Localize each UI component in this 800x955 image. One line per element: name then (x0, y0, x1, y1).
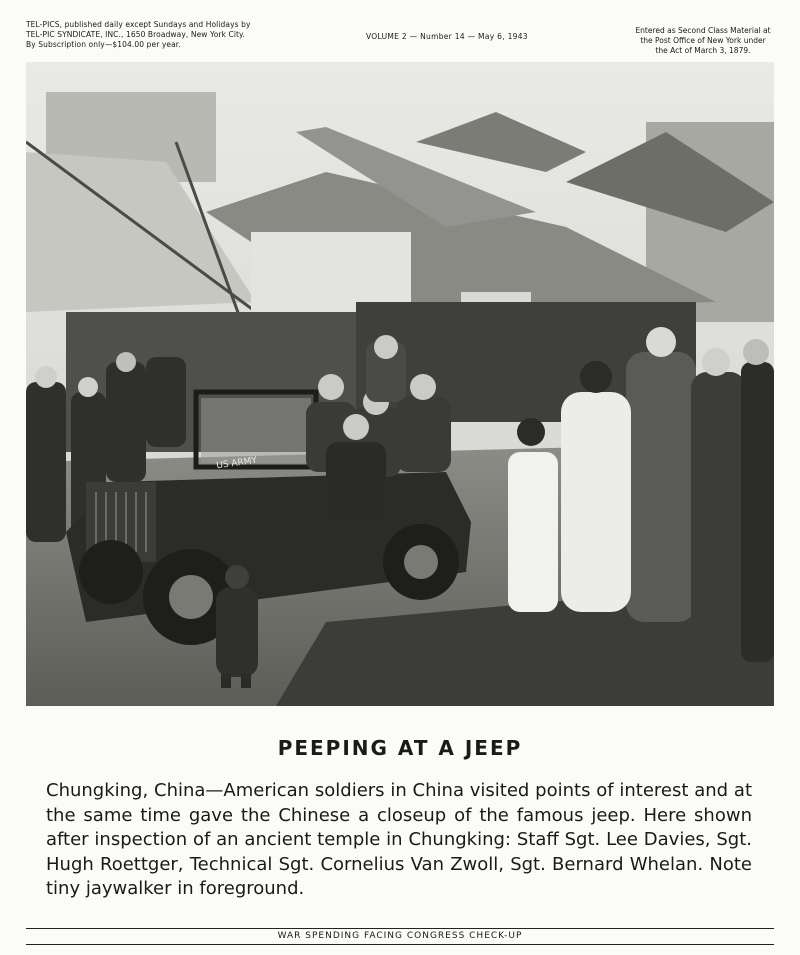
headline: PEEPING AT A JEEP (277, 736, 523, 760)
postal-info (628, 26, 778, 56)
footer-rule-bottom (26, 944, 774, 945)
postal-line: the Act of March 3, 1879. (655, 46, 751, 55)
photo-illustration (26, 62, 774, 706)
jeep-marking: US ARMY (215, 455, 258, 472)
publisher-line: By Subscription only—$104.00 per year. (26, 40, 181, 49)
postal-line: the Post Office of New York under (640, 36, 766, 45)
publisher-line: TEL-PIC SYNDICATE, INC., 1650 Broadway, New York City. (26, 30, 246, 39)
hanging-cloth (251, 232, 411, 312)
publisher-line: TEL-PICS, published daily except Sundays and Holidays by (26, 20, 251, 29)
news-photo (26, 62, 774, 706)
footer-rule-top (26, 928, 774, 929)
masthead (26, 18, 778, 58)
footer-headline: WAR SPENDING FACING CONGRESS CHECK-UP (277, 931, 523, 941)
postal-line: Entered as Second Class Material at (635, 26, 771, 35)
publisher-info (26, 20, 276, 50)
caption-text: Chungking, China—American soldiers in China visited points of interest and at the same time gave the Chinese a closeup of the famous jeep. Here shown after inspection of an ancient temple in Chungking: Staff Sgt. Lee Davies, Sgt. Hugh Roettger, Technical Sgt. Cornelius Van Zwoll, Sgt. Bernard Whelan. Note tiny jaywalker in foreground. (46, 780, 752, 899)
issue-info: VOLUME 2 — Number 14 — May 6, 1943 (366, 32, 528, 41)
